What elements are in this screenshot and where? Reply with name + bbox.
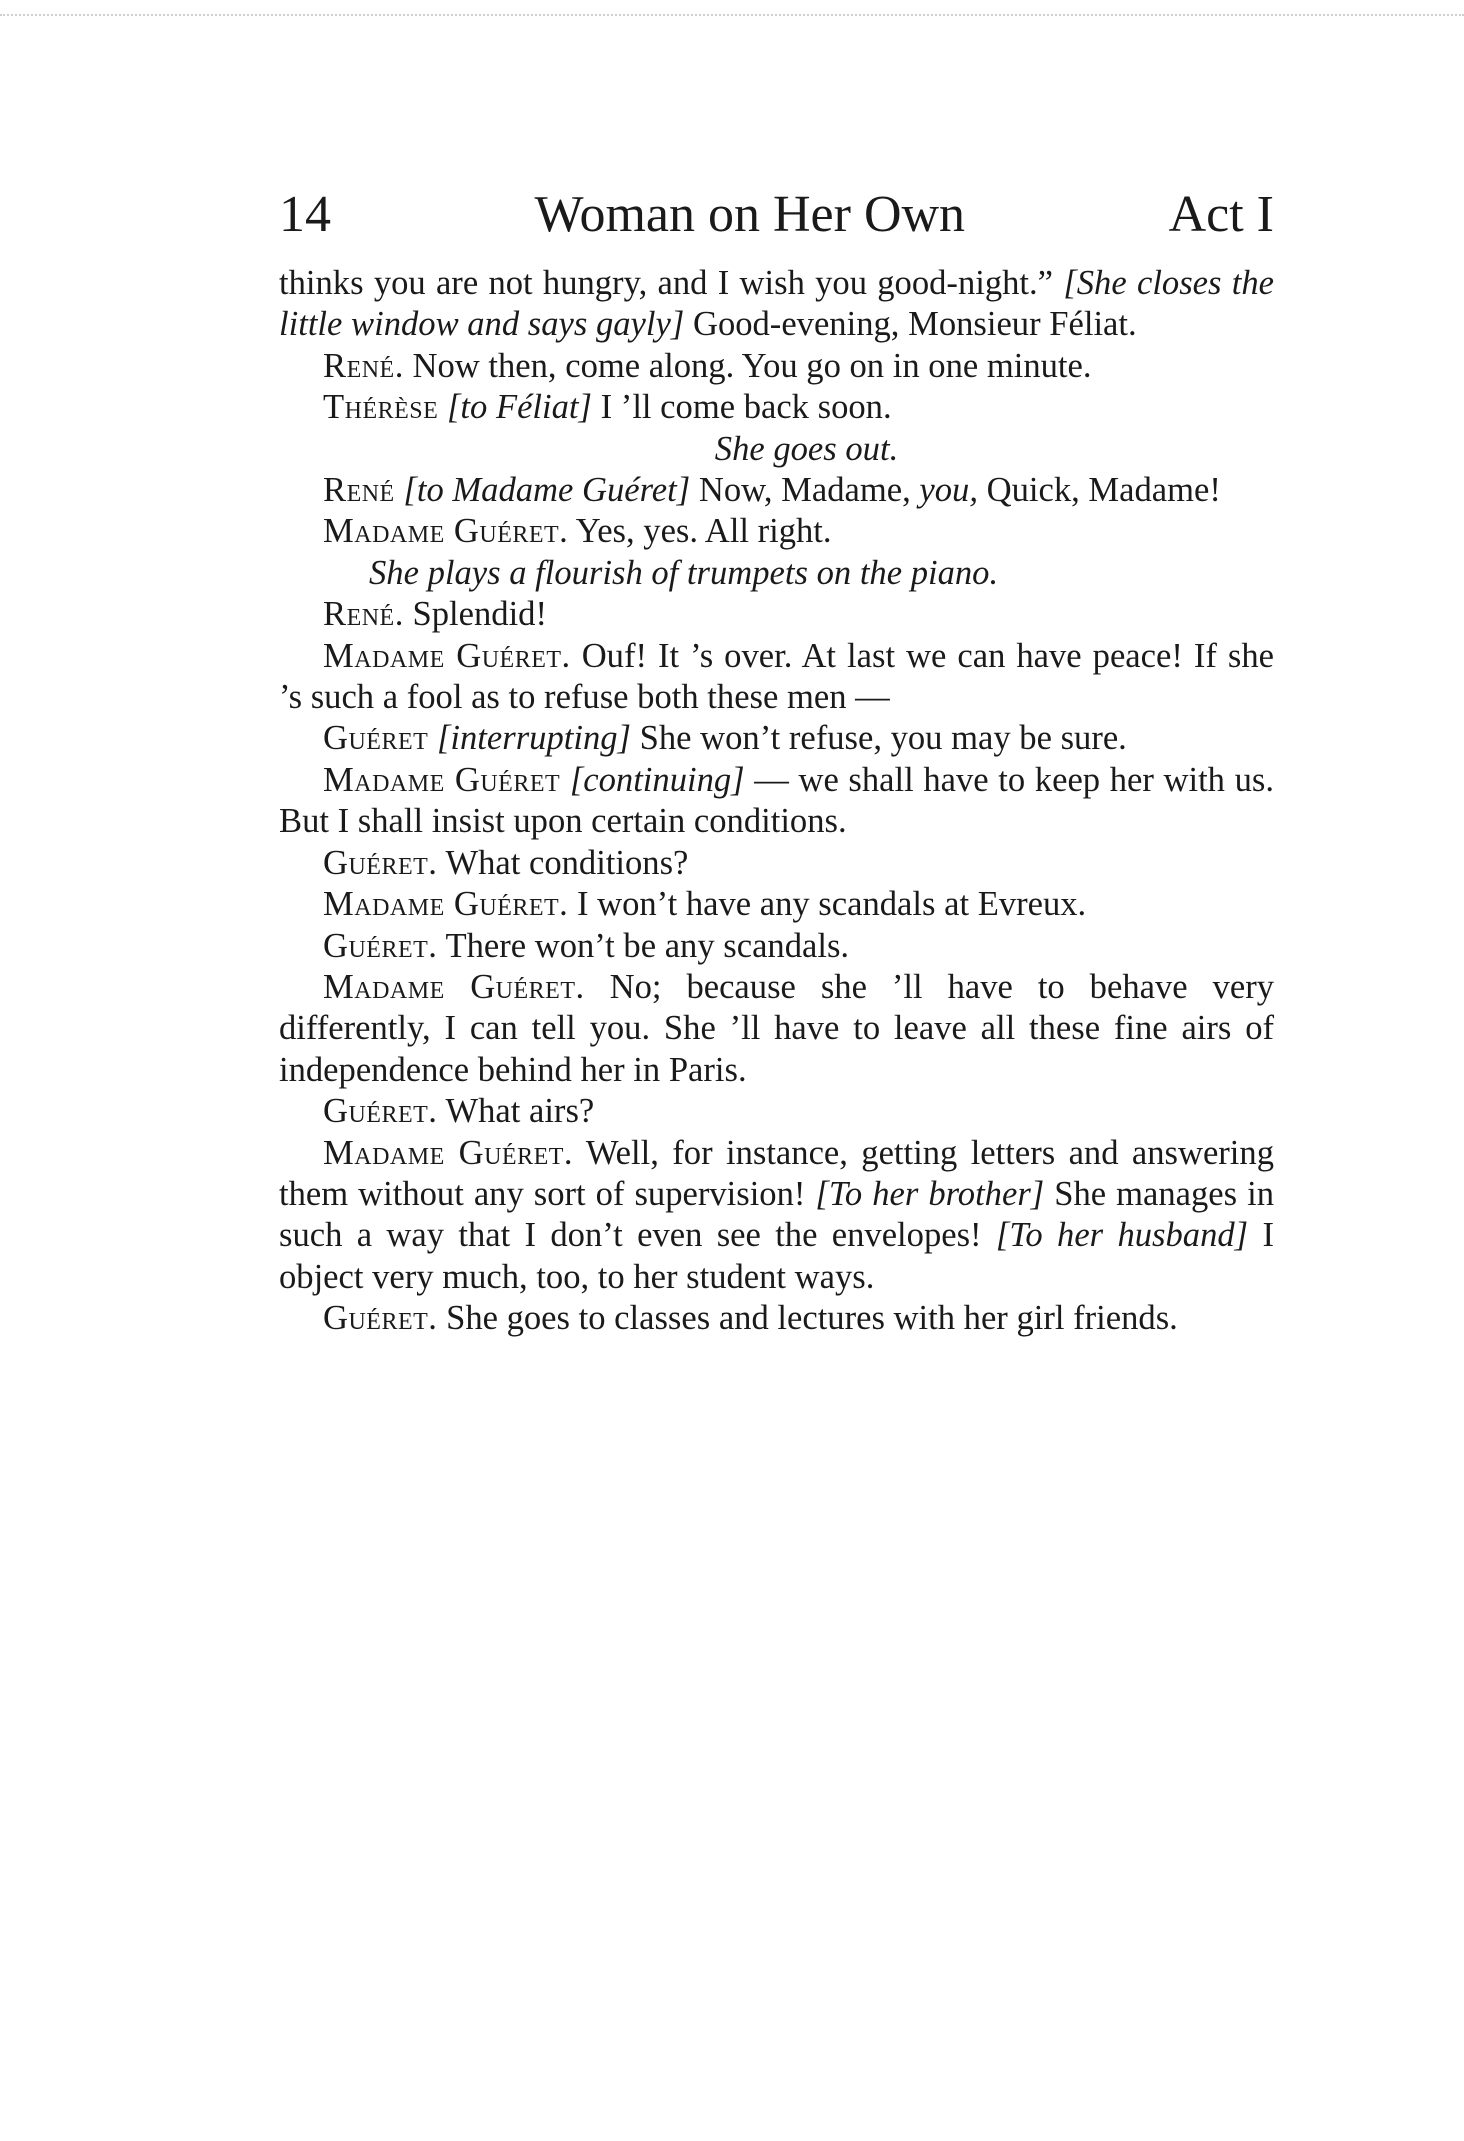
speech-text: Now, Madame,: [690, 471, 920, 510]
play-text: [279, 263, 1274, 1340]
stage-direction: [to Madame Guéret]: [403, 471, 691, 510]
speech: [279, 594, 1274, 635]
speech: [279, 470, 1274, 511]
speaker-name: Guéret.: [323, 1092, 438, 1131]
stage-direction: [interrupting]: [436, 719, 631, 758]
book-title: Woman on Her Own: [534, 186, 966, 243]
scan-edge-rule: [0, 14, 1464, 18]
speech: [279, 718, 1274, 759]
act-label: Act I: [1168, 186, 1274, 243]
speaker-name: Guéret.: [323, 1299, 438, 1338]
speech-text: Ouf! It ’s over. At last we can have peace! If she ’s such a fool as to refuse both these men —: [279, 636, 1274, 717]
speaker-name: René.: [323, 595, 404, 634]
speech: [279, 967, 1274, 1091]
book-page: [279, 185, 1274, 1340]
speaker-name: Thérèse: [323, 388, 439, 427]
stage-direction-line: She goes out.: [714, 429, 899, 468]
speech: [279, 346, 1274, 387]
speaker-name: René: [323, 471, 395, 510]
speech-text: I ’ll come back soon.: [592, 388, 892, 427]
speaker-name: Guéret: [323, 719, 429, 758]
speech-text: What conditions?: [437, 843, 689, 882]
speech-text: No; because she ’ll have to behave very differently, I can tell you. She ’ll have to leave all these fine airs of independence behind her in Paris.: [279, 967, 1274, 1089]
speech: [279, 636, 1274, 719]
stage-direction: [continuing]: [569, 760, 745, 799]
speech-text: — we shall have to keep her with us. But I shall insist upon certain conditions.: [279, 760, 1274, 841]
speaker-name: Madame Guéret.: [323, 636, 571, 675]
speech: [279, 884, 1274, 925]
speech: [279, 843, 1274, 884]
speech-text: What airs?: [437, 1092, 595, 1131]
speech-text: She goes to classes and lectures with her girl friends.: [437, 1299, 1178, 1338]
speech: [279, 760, 1274, 843]
speaker-name: Madame Guéret.: [323, 1133, 574, 1172]
speech-text: She won’t refuse, you may be sure.: [631, 719, 1127, 758]
stage-direction: [She closes the little window and says gayly]: [279, 264, 1274, 344]
stage-direction-line: She plays a flourish of trumpets on the piano.: [369, 553, 999, 592]
speech-text: I object very much, too, to her student ways.: [279, 1216, 1274, 1296]
stage-direction: [To her husband]: [995, 1216, 1249, 1255]
speech: [279, 1133, 1274, 1299]
emphasis: you,: [919, 471, 978, 510]
speech-text: Well, for instance, getting letters and answering them without any sort of supervision!: [279, 1133, 1274, 1213]
speaker-name: René.: [323, 346, 404, 385]
stage-direction: [to Féliat]: [446, 388, 592, 427]
speech: [279, 1091, 1274, 1132]
speech-text: Splendid!: [403, 595, 547, 634]
speaker-name: Guéret.: [323, 843, 438, 882]
speech-text: Now then, come along. You go on in one minute.: [403, 346, 1092, 385]
speech-text: She manages in such a way that I don’t even see the envelopes!: [279, 1174, 1274, 1255]
speech-text: There won’t be any scandals.: [437, 926, 850, 965]
speech: [279, 926, 1274, 967]
running-header: [279, 185, 1274, 255]
speech: [279, 511, 1274, 552]
speaker-name: Madame Guéret.: [323, 885, 569, 924]
speech-text: Yes, yes. All right.: [568, 512, 832, 551]
speech-text: Quick, Madame!: [977, 471, 1221, 510]
paragraph-continuation: thinks you are not hungry, and I wish you good-night.” [She closes the little window and says gayly] Good-evening, Monsieur Féliat.: [279, 264, 1274, 344]
speaker-name: Guéret.: [323, 926, 438, 965]
speaker-name: Madame Guéret: [323, 760, 561, 799]
stage-direction: [To her brother]: [815, 1174, 1045, 1213]
speaker-name: Madame Guéret.: [323, 967, 585, 1006]
page-number: 14: [279, 186, 331, 243]
speech: [279, 387, 1274, 428]
speech-text: I won’t have any scandals at Evreux.: [568, 885, 1087, 924]
speaker-name: Madame Guéret.: [323, 512, 569, 551]
speech: [279, 1298, 1274, 1339]
